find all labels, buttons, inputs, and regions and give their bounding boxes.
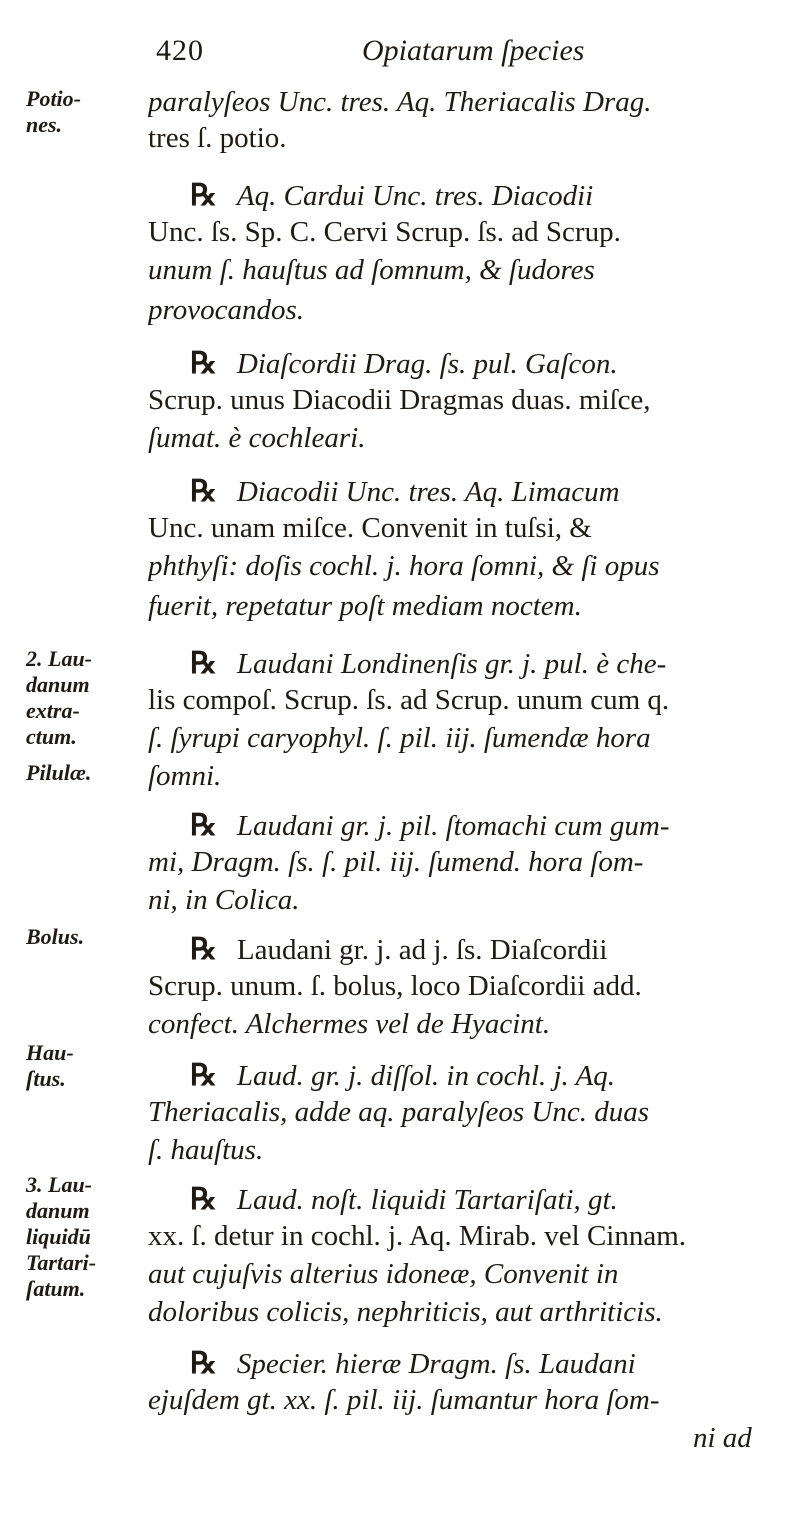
- recipe-symbol: ℞: [190, 179, 217, 212]
- margin-note-bolus: Bolus.: [26, 924, 85, 949]
- text-line: aut cujuſvis alterius idoneæ, Convenit in: [148, 1258, 619, 1290]
- recipe-text: Aq. Cardui Unc. tres. Diacodii: [236, 180, 594, 212]
- recipe-symbol: ℞: [190, 933, 217, 966]
- text-line: tres ſ. potio.: [148, 122, 287, 154]
- recipe-text: Specier. hieræ Dragm. ſs. Laudani: [236, 1348, 636, 1380]
- recipe-symbol: ℞: [190, 475, 217, 508]
- margin-note-potiones: Potio- nes.: [26, 86, 81, 137]
- recipe-symbol: ℞: [190, 1059, 217, 1092]
- recipe-text: Diacodii Unc. tres. Aq. Limacum: [236, 476, 620, 508]
- text-line: ni, in Colica.: [148, 884, 300, 916]
- text-line: Scrup. unum. ſ. bolus, loco Diaſcordii add.: [148, 970, 642, 1002]
- recipe-line: [190, 808, 800, 843]
- text-line: ejuſdem gt. xx. ſ. pil. iij. ſumantur hora ſom-: [148, 1384, 660, 1416]
- margin-note-laudanum-extractum: 2. Lau- danum extra- ctum.: [26, 646, 92, 749]
- text-line: Unc. ſs. Sp. C. Cervi Scrup. ſs. ad Scrup.: [148, 216, 621, 248]
- margin-note-pilulae: Pilulæ.: [26, 760, 92, 785]
- recipe-line: [190, 474, 800, 509]
- running-title: Opiatarum ſpecies: [362, 34, 585, 67]
- page-number: 420: [156, 34, 204, 67]
- text-line: phthyſi: doſis cochl. j. hora ſomni, & ſi opus: [148, 550, 660, 582]
- text-line: xx. ſ. detur in cochl. j. Aq. Mirab. vel Cinnam.: [148, 1220, 687, 1252]
- recipe-line: [190, 646, 800, 681]
- recipe-symbol: ℞: [190, 809, 217, 842]
- recipe-text: Laudani gr. j. ad j. ſs. Diaſcordii: [236, 934, 608, 966]
- text-line: ſ. hauſtus.: [148, 1134, 264, 1166]
- text-line: Theriacalis, adde aq. paralyſeos Unc. duas: [148, 1096, 650, 1128]
- recipe-line: [190, 1182, 800, 1217]
- recipe-symbol: ℞: [190, 647, 217, 680]
- margin-note-haustus: Hau- ſtus.: [26, 1040, 74, 1091]
- text-line: confect. Alchermes vel de Hyacint.: [148, 1008, 551, 1040]
- recipe-text: Laudani gr. j. pil. ſtomachi cum gum-: [236, 810, 670, 842]
- page-header: [140, 30, 660, 78]
- text-line: fuerit, repetatur poſt mediam noctem.: [148, 590, 582, 622]
- recipe-line: [190, 178, 800, 213]
- margin-note-laudanum-liquidum: 3. Lau- danum liquidū Tartari- ſatum.: [26, 1172, 97, 1301]
- catchword-line: ni ad: [693, 1422, 752, 1454]
- recipe-symbol: ℞: [190, 1347, 217, 1380]
- text-line: provocandos.: [148, 294, 304, 326]
- recipe-line: [190, 1346, 800, 1381]
- text-line: paralyſeos Unc. tres. Aq. Theriacalis Drag.: [148, 86, 652, 118]
- text-line: lis compoſ. Scrup. ſs. ad Scrup. unum cum q.: [148, 684, 670, 716]
- recipe-line: [190, 346, 800, 381]
- recipe-text: Laud. noſt. liquidi Tartariſati, gt.: [236, 1184, 618, 1216]
- recipe-symbol: ℞: [190, 347, 217, 380]
- text-line: ſumat. è cochleari.: [148, 422, 366, 454]
- recipe-symbol: ℞: [190, 1183, 217, 1216]
- recipe-text: Diaſcordii Drag. ſs. pul. Gaſcon.: [236, 348, 618, 380]
- text-line: mi, Dragm. ſs. ſ. pil. iij. ſumend. hora ſom-: [148, 846, 644, 878]
- recipe-text: Laud. gr. j. diſſol. in cochl. j. Aq.: [236, 1060, 615, 1092]
- text-line: ſ. ſyrupi caryophyl. ſ. pil. iij. ſumendæ hora: [148, 722, 651, 754]
- text-line: Scrup. unus Diacodii Dragmas duas. miſce,: [148, 384, 651, 416]
- recipe-line: [190, 1058, 800, 1093]
- text-line: doloribus colicis, nephriticis, aut arthriticis.: [148, 1296, 663, 1328]
- text-line: Unc. unam miſce. Convenit in tuſsi, &: [148, 512, 592, 544]
- recipe-line: [190, 932, 800, 967]
- text-line: ſomni.: [148, 760, 222, 792]
- recipe-text: Laudani Londinenſis gr. j. pul. è che-: [236, 648, 667, 680]
- text-line: unum ſ. hauſtus ad ſomnum, & ſudores: [148, 254, 595, 286]
